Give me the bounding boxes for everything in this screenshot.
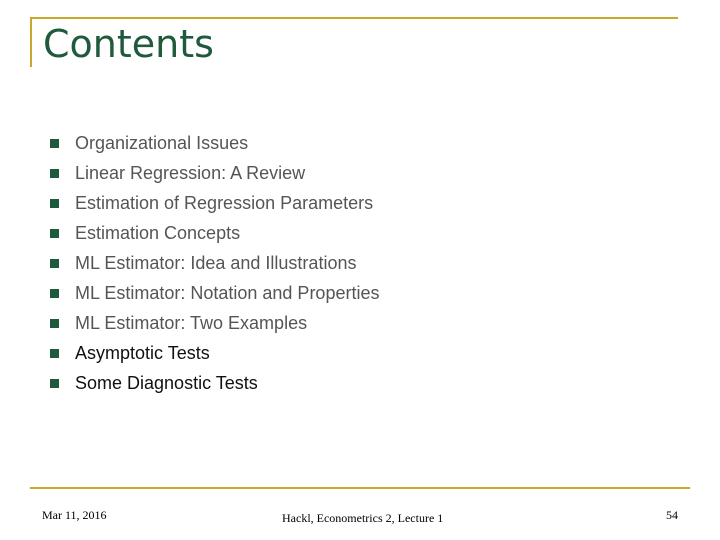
list-item: [50, 248, 379, 278]
list-item: [50, 158, 379, 188]
footer-date: Mar 11, 2016: [42, 508, 107, 522]
list-item: [50, 188, 379, 218]
page-number: 54: [666, 508, 678, 522]
list-item: [50, 278, 379, 308]
square-bullet-icon: [50, 349, 59, 358]
square-bullet-icon: [50, 229, 59, 238]
list-item: [50, 308, 379, 338]
title-frame-left-rule: [30, 17, 32, 67]
square-bullet-icon: [50, 379, 59, 388]
footer-course-label: Hackl, Econometrics 2, Lecture 1: [282, 511, 444, 525]
title-frame-top-rule: [30, 17, 678, 19]
list-item: [50, 128, 379, 158]
list-item-label: Asymptotic Tests: [75, 342, 210, 363]
list-item-label: ML Estimator: Two Examples: [75, 312, 308, 333]
square-bullet-icon: [50, 289, 59, 298]
slide-title: Contents: [43, 22, 214, 66]
list-item: [50, 338, 379, 368]
list-item-label: Organizational Issues: [75, 132, 249, 153]
square-bullet-icon: [50, 169, 59, 178]
square-bullet-icon: [50, 259, 59, 268]
contents-list: [50, 128, 379, 398]
list-item-label: Linear Regression: A Review: [75, 162, 306, 183]
list-item-label: Some Diagnostic Tests: [75, 372, 258, 393]
square-bullet-icon: [50, 319, 59, 328]
list-item-label: Estimation Concepts: [75, 222, 241, 243]
list-item-label: ML Estimator: Idea and Illustrations: [75, 252, 357, 273]
list-item-label: Estimation of Regression Parameters: [75, 192, 374, 213]
square-bullet-icon: [50, 139, 59, 148]
footer-rule: [30, 487, 690, 489]
square-bullet-icon: [50, 199, 59, 208]
list-item: [50, 218, 379, 248]
list-item-label: ML Estimator: Notation and Properties: [75, 282, 380, 303]
list-item: [50, 368, 379, 398]
